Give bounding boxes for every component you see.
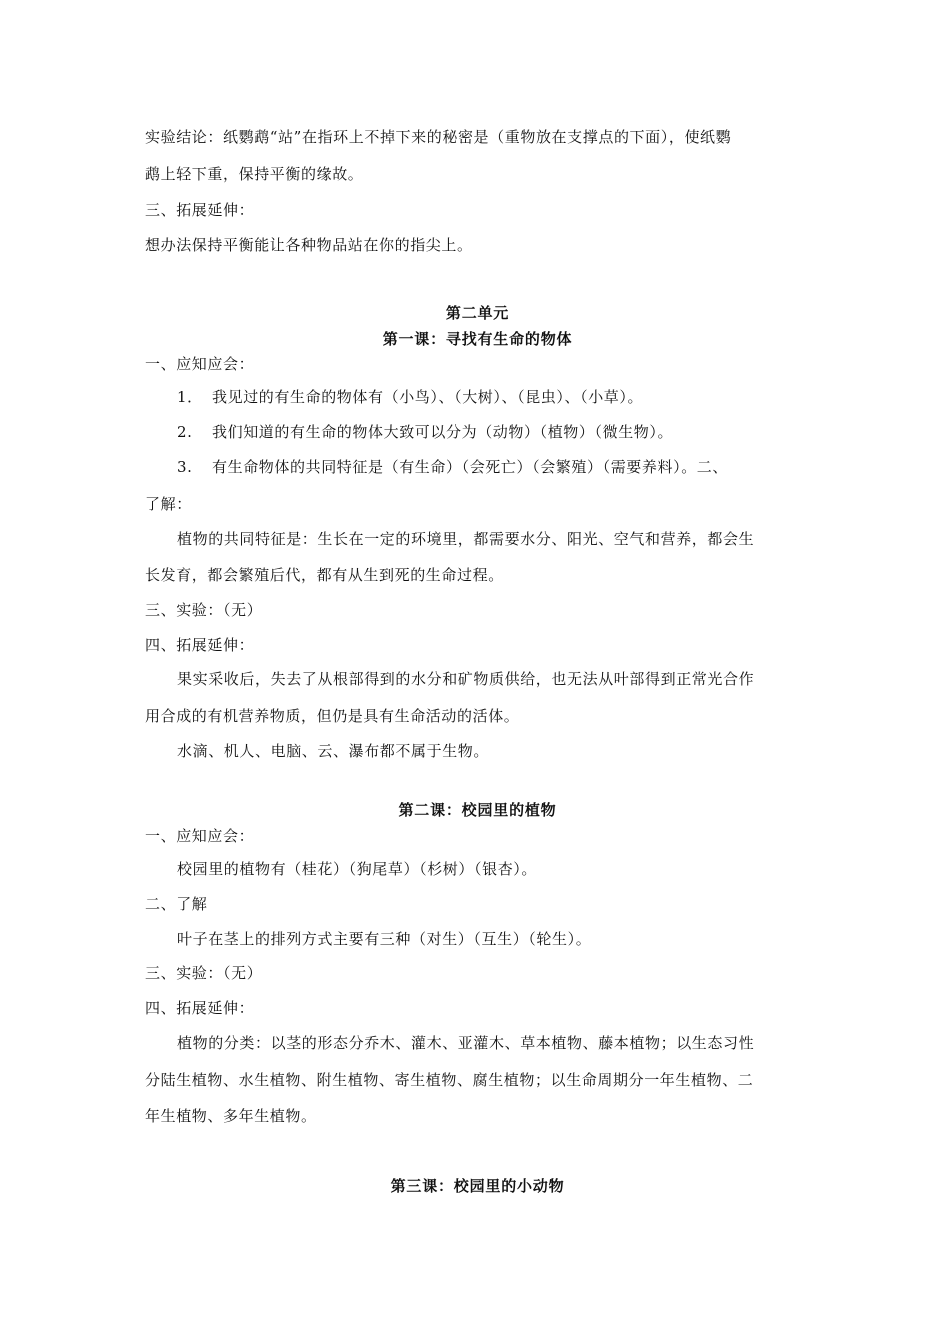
lesson2-leaf-arrangement-text: 叶子在茎上的排列方式主要有三种（对生）（互生）（轮生）。 (177, 930, 592, 948)
lesson1-fruit-line-1: 果实采收后，失去了从根部得到的水分和矿物质供给，也无法从叶部得到正常光合作 (177, 670, 755, 688)
lesson1-plant-features-line-2: 长发育，都会繁殖后代，都有从生到死的生命过程。 (145, 566, 504, 584)
lesson1-item-2 (177, 422, 810, 442)
item-number: 3. (177, 458, 193, 476)
lesson1-section-2-heading-cont: 了解： (145, 495, 192, 513)
lesson2-section-4-heading: 四、拓展延伸： (145, 999, 255, 1017)
lesson1-fruit-line-2: 用合成的有机营养物质，但仍是具有生命活动的活体。 (145, 707, 520, 725)
lesson1-item-3 (177, 457, 810, 477)
item-text: 有生命物体的共同特征是（有生命）（会死亡）（会繁殖）（需要养料）。二、 (212, 458, 729, 476)
item-text: 我们知道的有生命的物体大致可以分为（动物）（植物）（微生物）。 (212, 423, 674, 441)
lesson1-section-1-heading: 一、应知应会： (145, 355, 255, 373)
lesson3-title: 第三课：校园里的小动物 (390, 1177, 565, 1195)
item-text: 我见过的有生命的物体有（小鸟）、（大树）、（昆虫）、（小草）。 (212, 388, 644, 406)
unit-title: 第二单元 (445, 304, 510, 322)
lesson2-section-1-heading: 一、应知应会： (145, 827, 255, 845)
experiment-conclusion-line-2: 鹉上轻下重，保持平衡的缘故。 (145, 165, 364, 183)
lesson1-section-4-heading: 四、拓展延伸： (145, 636, 255, 654)
item-number: 2. (177, 423, 193, 441)
lesson2-section-3-heading: 三、实验：（无） (145, 964, 263, 982)
lesson2-classification-line-2: 分陆生植物、水生植物、附生植物、寄生植物、腐生植物；以生命周期分一年生植物、二 (145, 1071, 754, 1089)
lesson1-item-1 (177, 387, 810, 407)
lesson2-classification-line-3: 年生植物、多年生植物。 (145, 1107, 317, 1125)
experiment-conclusion-line-1: 实验结论：纸鹦鹉“站”在指环上不掉下来的秘密是（重物放在支撑点的下面），使纸鹦 (145, 128, 732, 146)
lesson1-non-living-text: 水滴、机人、电脑、云、瀑布都不属于生物。 (177, 742, 490, 760)
lesson1-plant-features-line-1: 植物的共同特征是：生长在一定的环境里，都需要水分、阳光、空气和营养，都会生 (177, 530, 755, 548)
lesson2-classification-line-1: 植物的分类：以茎的形态分乔木、灌木、亚灌木、草本植物、藤本植物；以生态习性 (177, 1034, 755, 1052)
lesson2-title: 第二课：校园里的植物 (398, 801, 557, 819)
lesson1-title: 第一课：寻找有生命的物体 (382, 330, 573, 348)
item-number: 1． (177, 388, 203, 406)
extension-text: 想办法保持平衡能让各种物品站在你的指尖上。 (145, 236, 473, 254)
lesson2-plants-text: 校园里的植物有（桂花）（狗尾草）（杉树）（银杏）。 (177, 860, 538, 878)
lesson2-section-2-heading: 二、了解 (145, 895, 208, 913)
lesson1-section-3-heading: 三、实验：（无） (145, 601, 263, 619)
extension-heading: 三、拓展延伸： (145, 201, 255, 219)
